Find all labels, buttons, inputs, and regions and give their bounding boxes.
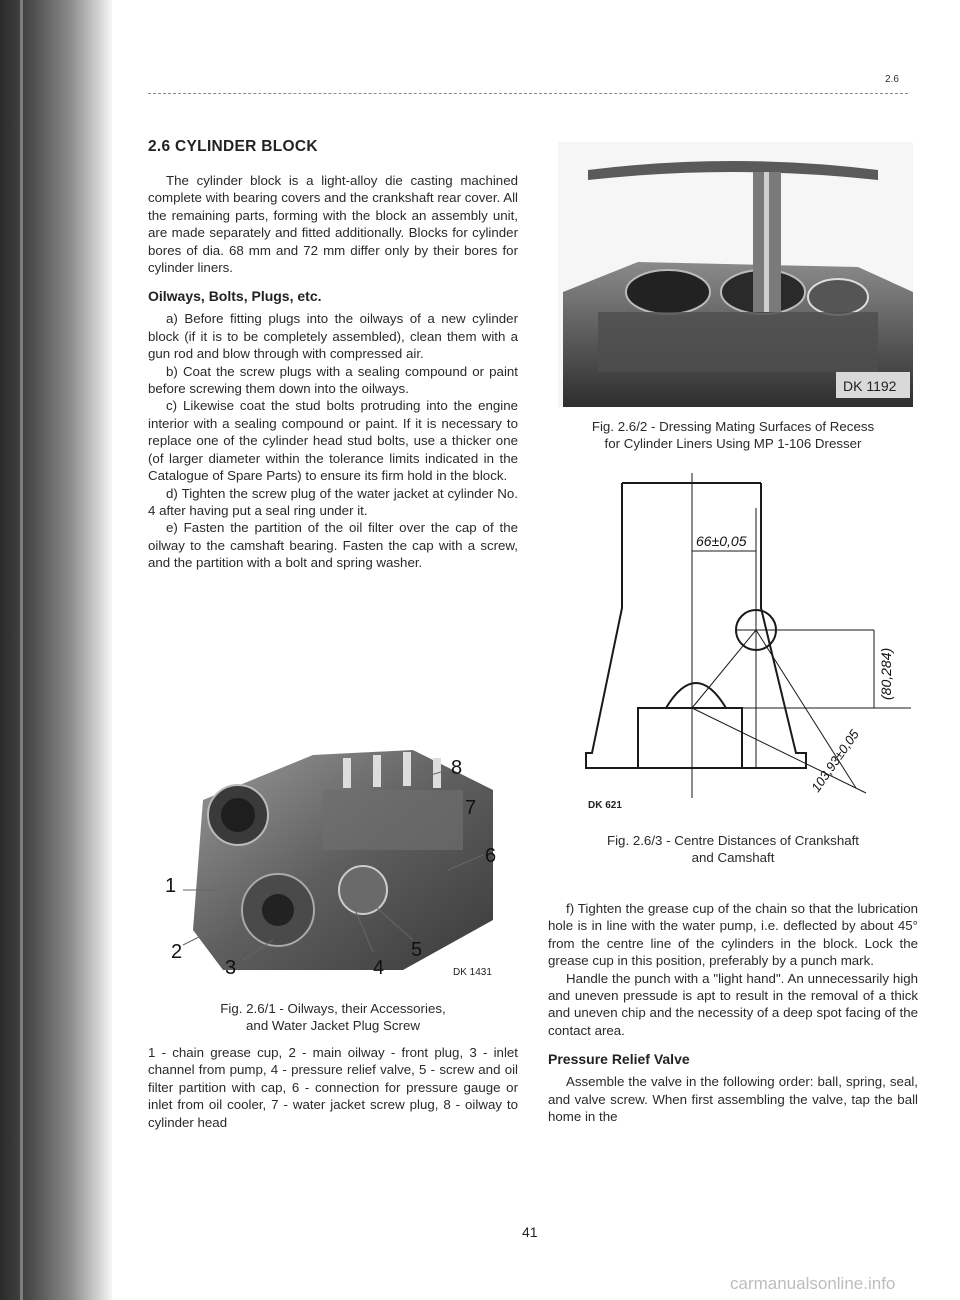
fig3-caption-line2: and Camshaft bbox=[691, 850, 775, 866]
callout-4: 4 bbox=[373, 957, 385, 979]
fig2-caption-line2: for Cylinder Liners Using MP 1-106 Dresser bbox=[604, 436, 862, 452]
step-f-note: Handle the punch with a "light hand". An unnecessarily high and uneven pressude is apt to result in the removal of a thick and uneven chip and the necessity of a deep spot facing of the contact area. bbox=[548, 970, 918, 1038]
cylinder-block-photo bbox=[163, 730, 518, 988]
callout-7: 7 bbox=[465, 797, 477, 819]
fig3-code: DK 621 bbox=[588, 800, 622, 811]
fig2-code: DK 1192 bbox=[843, 378, 897, 394]
callout-6: 6 bbox=[485, 845, 497, 867]
step-e: e) Fasten the partition of the oil filter over the cap of the oilway to the camshaft bearing. Fasten the cap with a screw, and the partition with a bolt and spring washer. bbox=[148, 520, 518, 571]
callout-3: 3 bbox=[225, 957, 237, 979]
dim-horizontal: 66±0,05 bbox=[696, 533, 747, 549]
book-spine-shadow bbox=[0, 0, 112, 1300]
fig1-caption-line2: and Water Jacket Plug Screw bbox=[246, 1018, 420, 1034]
step-c: c) Likewise coat the stud bolts protruding into the engine interior with a sealing compound or paint. If it is necessary to replace one of the cylinder head stud bolts, use a thicker one (of larger diameter within the tolerance limits indicated in the Catalogue of Spare Parts) to ensure its firm hold in the block. bbox=[148, 398, 518, 484]
step-d: d) Tighten the screw plug of the water jacket at cylinder No. 4 after having put a seal ring under it. bbox=[148, 485, 518, 518]
left-column bbox=[148, 138, 518, 572]
header-rule bbox=[148, 93, 908, 94]
section-code: 2.6 bbox=[885, 74, 899, 85]
fig2-caption-line1: Fig. 2.6/2 - Dressing Mating Surfaces of Recess bbox=[591, 419, 875, 434]
watermark: carmanualsonline.info bbox=[730, 1274, 896, 1293]
intro-paragraph: The cylinder block is a light-alloy die casting machined complete with bearing covers and the crankshaft rear cover. All the remaining parts, forming with the block an assembly unit, are made separately and fitted additionally. Blocks for cylinder bores of dia. 68 mm and 72 mm differ only by their bores for cylinder liners. bbox=[148, 173, 518, 276]
centre-distance-diagram bbox=[556, 468, 916, 818]
step-f: f) Tighten the grease cup of the chain so that the lubrication hole is in line with the water pump, i.e. deflected by about 45° from the centre line of the cylinders in the block. Lock the grease cup in this position, preferably by a punch mark. bbox=[548, 901, 918, 969]
section-title: 2.6 CYLINDER BLOCK bbox=[148, 138, 318, 155]
oilways-heading: Oilways, Bolts, Plugs, etc. bbox=[148, 288, 322, 305]
callout-8: 8 bbox=[451, 757, 463, 779]
page-number: 41 bbox=[522, 1224, 538, 1240]
right-column bbox=[548, 900, 918, 1125]
fig2-caption bbox=[548, 418, 918, 453]
dim-vertical: (80,284) bbox=[878, 647, 894, 700]
fig3-caption-line1: Fig. 2.6/3 - Centre Distances of Crankshaft bbox=[606, 833, 859, 848]
fig1-caption bbox=[148, 1000, 518, 1035]
fig3-caption bbox=[548, 832, 918, 867]
dim-diagonal: 103,93±0,05 bbox=[808, 726, 862, 795]
step-a: a) Before fitting plugs into the oilways of a new cylinder block (if it is to be completely assembled), clean them with a gun rod and blow through with compressed air. bbox=[148, 311, 518, 362]
dresser-tool-photo bbox=[558, 142, 913, 407]
relief-valve-text: Assemble the valve in the following order: ball, spring, seal, and valve screw. When first assembling the valve, tap the ball home in the bbox=[548, 1074, 918, 1125]
fig1-caption-line1: Fig. 2.6/1 - Oilways, their Accessories, bbox=[220, 1001, 446, 1016]
fig1-code: DK 1431 bbox=[453, 967, 492, 978]
callout-1: 1 bbox=[165, 875, 177, 897]
step-b: b) Coat the screw plugs with a sealing compound or paint before screwing them down into the oilways. bbox=[148, 363, 518, 397]
fig1-legend: 1 - chain grease cup, 2 - main oilway - front plug, 3 - inlet channel from pump, 4 - pressure relief valve, 5 - screw and oil filter partition with cap, 6 - connection for pressure gauge or inlet from oil cooler, 7 - water jacket screw plug, 8 - oilway to cylinder head bbox=[148, 1045, 518, 1130]
relief-valve-heading: Pressure Relief Valve bbox=[548, 1051, 690, 1068]
callout-2: 2 bbox=[171, 941, 183, 963]
callout-5: 5 bbox=[411, 939, 423, 961]
